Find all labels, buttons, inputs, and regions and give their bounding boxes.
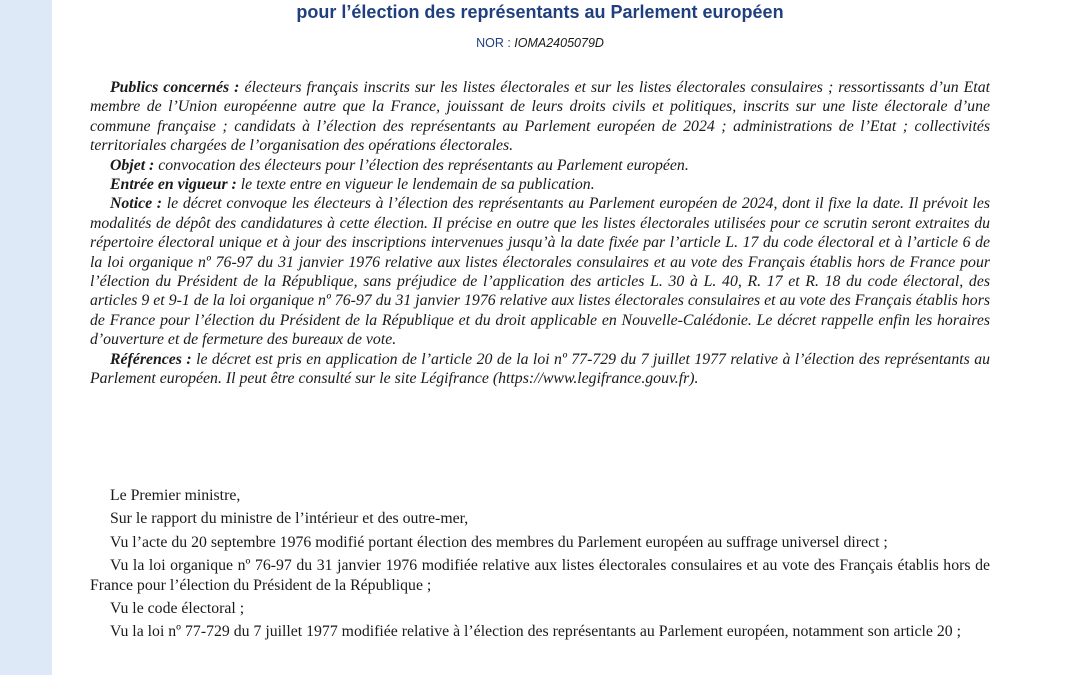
entree-label: Entrée en vigueur : <box>110 176 237 194</box>
side-margin-strip <box>0 0 52 675</box>
notice-label: Notice : <box>110 195 163 213</box>
document-page <box>90 0 990 675</box>
notice-text: le décret convoque les électeurs à l’élection des représentants au Parlement européen de 2024, dont il fixe la date. Il prévoit les modalités de dépôt des candidatures à cette élection. Il précise en outre que les listes électorales utilisées pour ce scrutin seront extraites du répertoire électoral unique et à jour des inscriptions intervenues jusqu’à la date fixée par l’article L. 17 du code électoral et à l’article 6 de la loi organique nº 76-97 du 31 janvier 1976 relative aux listes électorales consulaires et au vote des Français établis hors de France pour l’élection du Président de la République, sans préjudice de l’application des articles L. 30 à L. 40, R. 17 et R. 18 du code électoral, des articles 9 et 9-1 de la loi organique nº 76-97 du 31 janvier 1976 relative aux listes électorales consulaires et au vote des Français établis hors de France pour l’élection du Président de la République et du droit applicable en Nouvelle-Calédonie. Le décret rappelle enfin les horaires d’ouverture et de fermeture des bureaux de vote. <box>90 195 990 349</box>
nor-value: IOMA2405079D <box>514 36 604 50</box>
decree-body <box>90 486 990 646</box>
notice-block <box>90 78 990 389</box>
notice-paragraph <box>90 194 990 349</box>
body-paragraph: Vu la loi nº 77-729 du 7 juillet 1977 modifiée relative à l’élection des représentants au Parlement européen, notamment son article 20 ; <box>110 623 962 641</box>
body-paragraph: Sur le rapport du ministre de l’intérieur et des outre-mer, <box>110 510 469 528</box>
body-paragraph: Vu la loi organique nº 76-97 du 31 janvier 1976 modifiée relative aux listes électorales consulaires et au vote des Français établis hors de France pour l’élection du Président de la République ; <box>90 557 990 594</box>
publics-text: électeurs français inscrits sur les listes électorales et sur les listes électorales consulaires ; ressortissants d’un Etat membre de l’Union européenne autre que la France, jouissant de leurs droits civils et politiques, inscrits sur une liste électorale d’une commune française ; candidats à l’élection des représentants au Parlement européen de 2024 ; administrations de l’Etat ; collectivités territoriales chargées de l’organisation des opérations électorales. <box>90 79 990 155</box>
objet-paragraph <box>90 156 990 175</box>
references-paragraph <box>90 350 990 389</box>
references-text: le décret est pris en application de l’article 20 de la loi nº 77-729 du 7 juillet 1977 relative à l’élection des représentants au Parlement européen. Il peut être consulté sur le site Légifrance (https://www.legifrance.gouv.fr). <box>90 350 990 388</box>
body-paragraph: Vu l’acte du 20 septembre 1976 modifié portant élection des membres du Parlement européen au suffrage universel direct ; <box>110 533 888 551</box>
entree-text: le texte entre en vigueur le lendemain de sa publication. <box>240 176 595 194</box>
nor-reference <box>90 35 990 51</box>
body-paragraph: Le Premier ministre, <box>110 487 241 504</box>
publics-label: Publics concernés : <box>110 79 240 96</box>
references-label: Références : <box>110 350 192 368</box>
nor-label: NOR : <box>476 36 511 50</box>
objet-label: Objet : <box>110 156 155 174</box>
objet-text: convocation des électeurs pour l’élection des représentants au Parlement européen. <box>158 156 689 174</box>
body-paragraph: Vu le code électoral ; <box>110 600 245 618</box>
entree-paragraph <box>90 175 990 194</box>
document-title: pour l’élection des représentants au Parlement européen <box>296 2 784 22</box>
publics-paragraph <box>90 78 990 156</box>
